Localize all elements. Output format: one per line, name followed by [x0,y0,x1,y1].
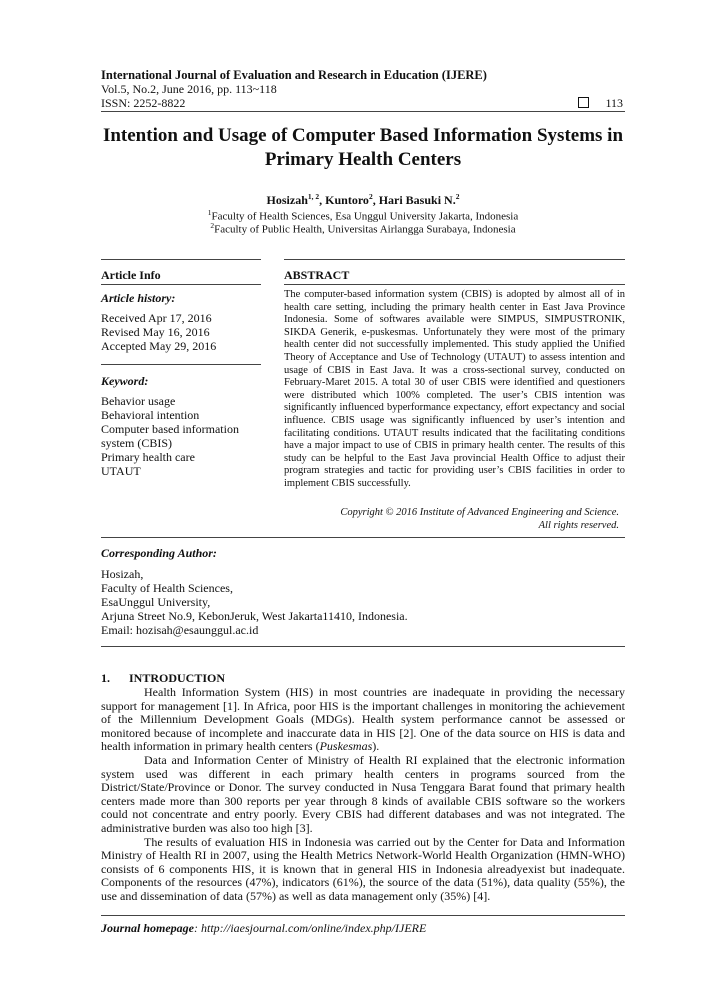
author-affiliation-mark: 2 [368,192,373,201]
received-date: Received Apr 17, 2016 [101,311,212,325]
author-affiliation-mark: 1, 2 [307,192,320,201]
journal-name: International Journal of Evaluation and Research in Education (IJERE) [101,68,487,82]
paragraph [101,686,625,754]
keyword-item: Primary health care [101,450,195,464]
section-number: 1. [101,671,110,685]
paper-title [101,124,625,172]
corresponding-email: Email: hozisah@esaunggul.ac.id [101,623,259,637]
homepage-link[interactable]: http://iaesjournal.com/online/index.php/IJERE [201,921,427,935]
author-list: Hosizah$^{1, 2}$, Kuntoro$^2$, Hari Basuki N.$^2$ [266,192,460,207]
section-title: INTRODUCTION [129,671,226,685]
author-name: Hosizah [266,193,308,207]
affiliation-text: Faculty of Public Health, Universitas Airlangga Surabaya, Indonesia [214,223,516,236]
revised-date: Revised May 16, 2016 [101,325,210,339]
keyword-item: UTAUT [101,464,141,478]
paragraph-text: ). [372,739,380,754]
affiliation-mark: 2 [210,221,215,230]
article-info-top-rule [101,259,261,260]
abstract-heading: ABSTRACT [284,268,350,282]
footer-rule [101,915,625,916]
article-info-heading: Article Info [101,268,161,282]
article-history-label: Article history: [101,291,176,305]
corresponding-line: Faculty of Health Sciences, [101,581,233,595]
affiliation [101,221,625,236]
paper-title-line-1: Intention and Usage of Computer Based Information Systems in [102,125,624,146]
keyword-label: Keyword: [101,374,149,388]
paragraph-text: Health Information System (HIS) in most countries are inadequate in providing the necessary support for management [1]. In Africa, poor HIS is the important challenges in monitoring the achievement of the Millennium Development Goals (MDGs). Health system performance cannot be assessed or monitored because of incomplete and inaccurate data in HIS [2]. One of the data source on HIS is data and health information in primary health centers ( [101,685,625,754]
corresponding-author-label: Corresponding Author: [101,546,217,560]
paragraph: The results of evaluation HIS in Indonesia was carried out by the Center for Data and Information Ministry of Health RI in 2007, using the Health Metrics Network-World Health Organization (HMN-WHO) consists of 6 components HIS, it is known that in general HIS in Indonesia alreadyexist but inadequate. Components of the resources (47%), indicators (61%), the source of the data (51%), data quality (55%), the use and dissemination of data (57%) as well as data management only (35%) [4]. [101,834,625,903]
corresponding-line: EsaUnggul University, [101,595,211,609]
footer-label: Journal homepage [101,921,195,935]
introduction-body [101,686,625,904]
journal-homepage: Journal homepage: http://iaesjournal.com/online/index.php/IJERE [101,921,427,935]
author-name: Hari Basuki N. [378,193,456,207]
corresponding-author-details [101,567,408,637]
section-heading [101,671,225,686]
author-name: Kuntoro [325,193,369,207]
author-affiliation-mark: 2 [455,192,460,201]
page-number: 113 [605,96,623,110]
keyword-item: Computer based information [101,422,239,436]
keyword-item: Behavioral intention [101,408,200,422]
accepted-date: Accepted May 29, 2016 [101,339,217,353]
paper-title-line-2: Primary Health Centers [264,149,462,170]
header-divider [101,111,625,112]
journal-volume: Vol.5, No.2, June 2016, pp. 113~118 [101,82,277,96]
copyright-line: All rights reserved. [538,520,619,531]
keyword-list [101,394,261,478]
corresponding-line: Arjuna Street No.9, KebonJeruk, West Jakarta11410, Indonesia. [101,609,408,623]
paragraph: Data and Information Center of Ministry of Health RI explained that the electronic information system used was different in each primary health centers in programs sourced from the District/State/Province or Donor. The survey conducted in Nusa Tenggara Barat found that primary health centers made more than 300 reports per year through 8 kinds of available CBIS software so the workers could not concentrate and entry poorly. Every CBIS had different databases and was not integrated. The administrative burden was also too high [3]. [101,752,625,835]
affiliation-text: Faculty of Health Sciences, Esa Unggul University Jakarta, Indonesia [211,210,519,223]
keyword-item: Behavior usage [101,394,176,408]
keyword-item: system (CBIS) [101,436,173,450]
paragraph-italic-term: Puskesmas [319,739,373,754]
article-info-rule [101,364,261,365]
square-icon [578,97,589,108]
copyright-notice [284,506,619,532]
abstract-top-rule [284,259,625,260]
corresponding-top-rule [101,537,625,538]
article-info-rule [101,284,261,285]
affiliation-mark: 1 [207,208,212,217]
corresponding-line: Hosizah, [101,567,144,581]
abstract-rule [284,284,625,285]
copyright-line: Copyright © 2016 Institute of Advanced Engineering and Science. [340,507,619,518]
abstract-text: The computer-based information system (CBIS) is adopted by almost all of in health care setting, including the primary health center in East Java Province Indonesia. Some of softwares available were SIMPUS, SIMPUSTRONIK, SIKDA Generik, e-puskesmas. Unfortunately they were most of the primary health center did not successfully implemented. This study applied the Unified Theory of Acceptance and Use of Technology (UTAUT) to assess intention and usage of CBIS in East Java. It was a cross-sectional survey, conducted on February-Maret 2015. A total 30 of user CBIS were identified and questioners were distributed which 100% completed. The user’s CBIS intention was significantly influenced byperformance expectancy, effort expectancy and social influence. CBIS usage was significantly influenced by user’s intention and facilitating conditions. UTAUT results indicated that the facilitating conditions have a major impact to use of CBIS in primary health center. The results of this study can be helpful to the East Java provincial Health Office to adjust their program strategies and tactic for providing user’s CBIS facilities in order to implement CBIS successfully. [284,289,625,489]
corresponding-bottom-rule [101,646,625,647]
journal-issn: ISSN: 2252-8822 [101,96,186,110]
